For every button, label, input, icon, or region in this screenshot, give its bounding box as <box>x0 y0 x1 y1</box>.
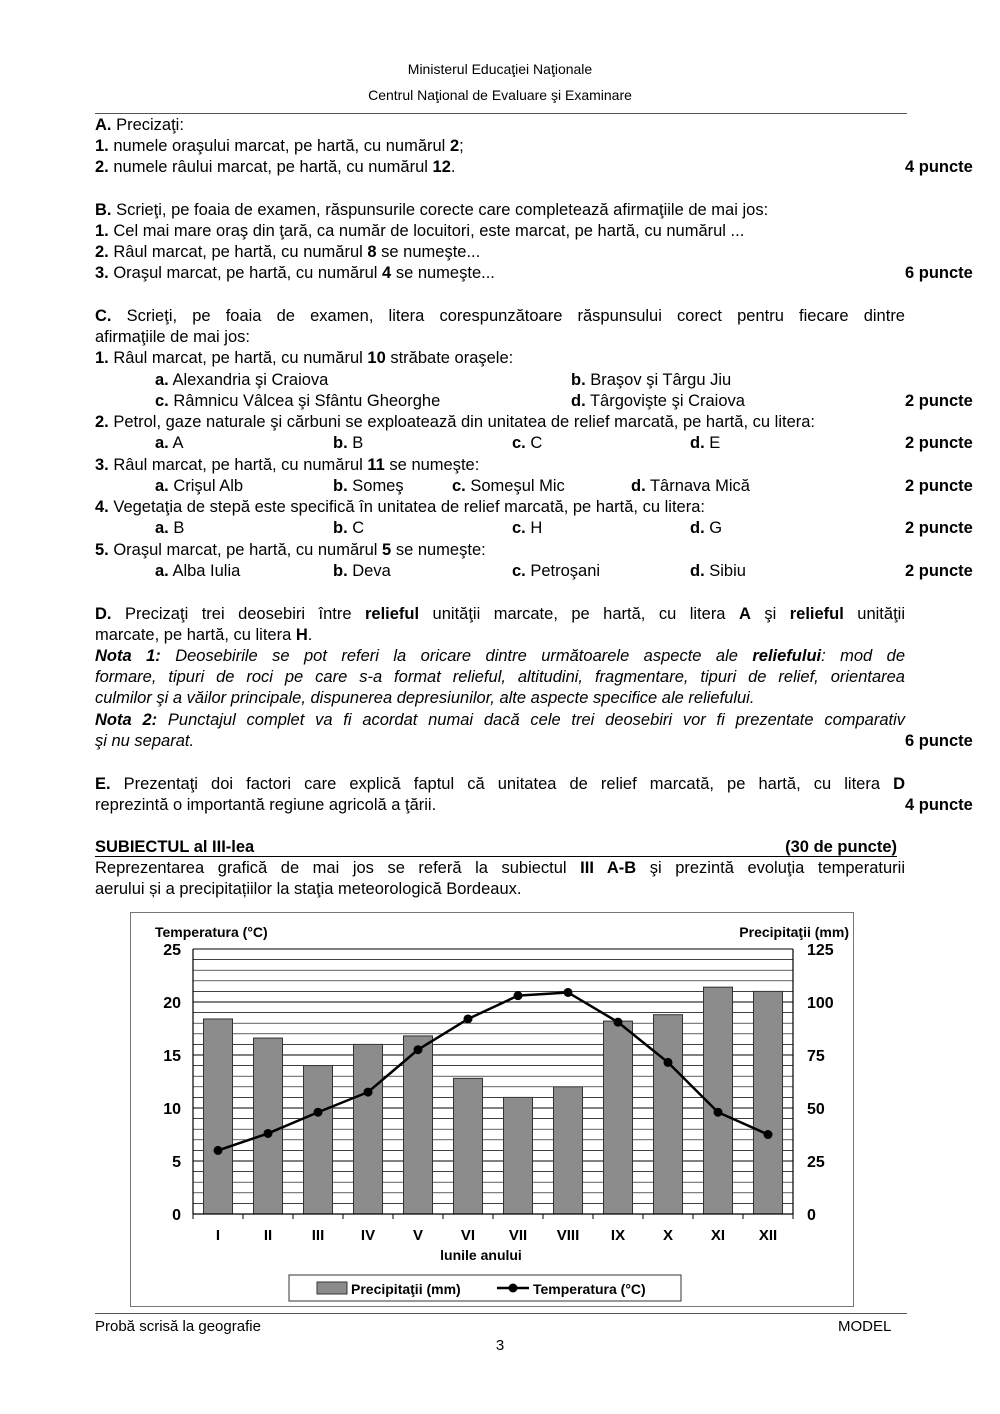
y-tick-label-left: 0 <box>172 1207 181 1224</box>
section-b-intro: B. Scrieţi, pe foaia de examen, răspunsurile corecte care completează afirmaţiile de mai jos: <box>95 201 769 219</box>
question-c1: 1. Râul marcat, pe hartă, cu numărul 10 străbate oraşele: <box>95 349 514 367</box>
precipitation-bar <box>554 1087 583 1214</box>
legend-swatch-marker <box>509 1284 518 1293</box>
precipitation-bar <box>754 991 783 1214</box>
x-tick-label: XI <box>710 1227 726 1244</box>
option-d: d. Sibiu <box>690 562 746 580</box>
precipitation-bar <box>604 1021 633 1214</box>
precipitation-bar <box>204 1019 233 1214</box>
section-e-intro-cont: reprezintă o importantă regiune agricolă a ţării. 4 puncte <box>95 796 973 814</box>
section-a-intro: A. Precizaţi: <box>95 116 184 134</box>
temperature-point <box>714 1108 723 1117</box>
option-d: d. E <box>690 434 721 452</box>
option-c: c. Petroşani <box>512 562 601 580</box>
precipitation-bar <box>254 1038 283 1214</box>
question-c5-options <box>95 561 973 582</box>
header-divider <box>95 113 907 114</box>
section-d-note-1-end: culmilor şi a văilor principale, dispunerea depresiunilor, alte aspecte specifice ale reliefului. <box>95 689 755 707</box>
header-center: Centrul Naţional de Evaluare şi Examinare <box>368 87 632 103</box>
option-c: c. Râmnicu Vâlcea şi Sfântu Gheorghe <box>155 392 441 410</box>
question-c3: 3. Râul marcat, pe hartă, cu numărul 11 se numeşte: <box>95 456 480 474</box>
footer-exam-name: Probă scrisă la geografie <box>95 1318 261 1335</box>
x-tick-label: VIII <box>556 1227 580 1244</box>
question-c2-points: 2 puncte <box>905 434 973 452</box>
temperature-point <box>314 1108 323 1117</box>
section-d-note-1-cont: formare, tipuri de roci pe care s-a format relieful, altitudini, fragmentare, tipuri de relief, orientarea <box>95 668 905 686</box>
section-e-points: 4 puncte <box>905 796 973 814</box>
climate-chart <box>130 912 854 1307</box>
option-c: c. C <box>512 434 543 452</box>
page-number: 3 <box>495 1337 505 1354</box>
option-c: c. Someşul Mic <box>452 477 565 495</box>
x-tick-label: I <box>215 1227 221 1244</box>
header-ministry: Ministerul Educaţiei Naţionale <box>407 61 593 77</box>
subject-3-intro-cont: aerului și a precipitațiilor la staţia meteorologică Bordeaux. <box>95 880 522 898</box>
x-tick-label: VI <box>460 1227 476 1244</box>
precipitation-bar <box>504 1097 533 1214</box>
question-c2: 2. Petrol, gaze naturale şi cărbuni se exploatează din unitatea de relief marcată, pe hartă, cu litera: <box>95 413 816 431</box>
option-b: b. Deva <box>333 562 391 580</box>
precipitation-bar <box>654 1015 683 1214</box>
section-d-points: 6 puncte <box>905 732 973 750</box>
option-b: b. Someş <box>333 477 404 495</box>
precipitation-bar <box>354 1044 383 1214</box>
option-d: d. Târnava Mică <box>631 477 750 495</box>
question-c4: 4. Vegetaţia de stepă este specifică în unitatea de relief marcată, pe hartă, cu litera: <box>95 498 705 516</box>
subject-3-intro: Reprezentarea grafică de mai jos se referă la subiectul III A-B şi prezintă evoluţia temperaturii <box>95 859 905 877</box>
option-d: d. Târgovişte şi Craiova <box>571 392 745 410</box>
precipitation-bar <box>404 1036 433 1214</box>
footer-divider <box>95 1313 907 1314</box>
question-c4-options <box>95 518 973 539</box>
question-c1-options-ab <box>95 370 905 391</box>
y-tick-label-left: 10 <box>163 1101 181 1118</box>
section-b-item-3: 3. Oraşul marcat, pe hartă, cu numărul 4 se numeşte... 6 puncte <box>95 264 973 282</box>
option-a: a. Alexandria şi Craiova <box>155 371 329 389</box>
x-tick-label: V <box>412 1227 424 1244</box>
question-c5: 5. Oraşul marcat, pe hartă, cu numărul 5 se numeşte: <box>95 541 486 559</box>
y-tick-label-left: 5 <box>172 1154 181 1171</box>
temperature-point <box>664 1058 673 1067</box>
question-c4-points: 2 puncte <box>905 519 973 537</box>
y-tick-label-right: 25 <box>807 1154 825 1171</box>
y-tick-label-right: 125 <box>807 942 834 959</box>
precipitation-bars <box>204 987 783 1214</box>
question-c2-options <box>95 433 973 454</box>
precipitation-bar <box>304 1066 333 1214</box>
temperature-point <box>614 1018 623 1027</box>
section-e-intro: E. Prezentaţi doi factori care explică faptul că unitatea de relief marcată, pe hartă, cu litera D <box>95 775 905 793</box>
question-c3-options <box>95 476 973 497</box>
y-tick-label-left: 15 <box>163 1048 181 1065</box>
x-tick-label: IV <box>360 1227 376 1244</box>
y-tick-label-right: 0 <box>807 1207 816 1224</box>
section-a-item-1: 1. numele oraşului marcat, pe hartă, cu numărul 2; <box>95 137 464 155</box>
x-tick-label: XII <box>758 1227 778 1244</box>
temperature-point <box>764 1130 773 1139</box>
y-tick-label-right: 75 <box>807 1048 825 1065</box>
y-axis-title-left: Temperatura (°C) <box>155 924 268 940</box>
x-tick-label: II <box>263 1227 273 1244</box>
temperature-point <box>414 1045 423 1054</box>
legend-label-bar: Precipitaţii (mm) <box>351 1281 461 1297</box>
section-b-item-2: 2. Râul marcat, pe hartă, cu numărul 8 se numeşte... <box>95 243 481 261</box>
subject-3-title: SUBIECTUL al III-lea <box>95 838 255 856</box>
section-b-points: 6 puncte <box>905 264 973 282</box>
question-c5-points: 2 puncte <box>905 562 973 580</box>
footer-model-label: MODEL <box>838 1318 892 1335</box>
y-tick-label-left: 20 <box>163 995 181 1012</box>
option-a: a. Alba Iulia <box>155 562 241 580</box>
section-d-note-2: Nota 2: Punctajul complet va fi acordat numai dacă cele trei deosebiri vor fi prezentate comparativ <box>95 711 906 729</box>
y-tick-label-left: 25 <box>163 942 181 959</box>
question-c1-points: 2 puncte <box>905 392 973 410</box>
option-d: d. G <box>690 519 723 537</box>
section-d-intro: D. Precizaţi trei deosebiri între relieful unităţii marcate, pe hartă, cu litera A şi relieful unităţii <box>95 605 905 623</box>
section-d-intro-cont: marcate, pe hartă, cu litera H. <box>95 626 313 644</box>
temperature-point <box>214 1146 223 1155</box>
precipitation-bar <box>454 1078 483 1214</box>
section-a-points: 4 puncte <box>905 158 973 176</box>
temperature-point <box>514 991 523 1000</box>
climate-chart-svg <box>131 913 853 1306</box>
option-a: a. A <box>155 434 184 452</box>
question-c1-options-cd <box>95 391 973 412</box>
temperature-line <box>214 988 773 1155</box>
x-tick-label: VII <box>508 1227 528 1244</box>
temperature-point <box>564 988 573 997</box>
section-d-note-1: Nota 1: Deosebirile se pot referi la oricare dintre următoarele aspecte ale reliefului: mod de <box>95 647 905 665</box>
chart-legend <box>289 1275 681 1301</box>
section-c-intro-cont: afirmaţiile de mai jos: <box>95 328 250 346</box>
section-a-item-2: 2. numele râului marcat, pe hartă, cu numărul 12. 4 puncte <box>95 158 973 176</box>
subject-3-heading <box>95 837 897 857</box>
legend-label-line: Temperatura (°C) <box>533 1281 646 1297</box>
x-tick-label: IX <box>610 1227 626 1244</box>
section-c-intro: C. Scrieţi, pe foaia de examen, litera corespunzătoare răspunsului corect pentru fiecare dintre <box>95 307 905 325</box>
temperature-polyline <box>218 992 768 1150</box>
subject-3-points: (30 de puncte) <box>785 838 897 856</box>
option-b: b. B <box>333 434 364 452</box>
option-c: c. H <box>512 519 543 537</box>
option-a: a. Crişul Alb <box>155 477 244 495</box>
temperature-point <box>364 1088 373 1097</box>
section-b-item-1: 1. Cel mai mare oraş din ţară, ca număr de locuitori, este marcat, pe hartă, cu numărul ... <box>95 222 745 240</box>
option-b: b. Braşov şi Târgu Jiu <box>571 371 732 389</box>
y-axis-title-right: Precipitaţii (mm) <box>739 924 849 940</box>
x-axis-title: lunile anului <box>440 1247 522 1263</box>
y-tick-label-right: 100 <box>807 995 834 1012</box>
x-tick-label: III <box>311 1227 325 1244</box>
option-a: a. B <box>155 519 185 537</box>
x-tick-label: X <box>662 1227 674 1244</box>
temperature-point <box>264 1129 273 1138</box>
y-tick-label-right: 50 <box>807 1101 825 1118</box>
temperature-point <box>464 1014 473 1023</box>
option-b: b. C <box>333 519 365 537</box>
section-d-note-2-end: şi nu separat. 6 puncte <box>95 732 973 750</box>
legend-swatch-bar <box>317 1282 347 1294</box>
question-c3-points: 2 puncte <box>905 477 973 495</box>
